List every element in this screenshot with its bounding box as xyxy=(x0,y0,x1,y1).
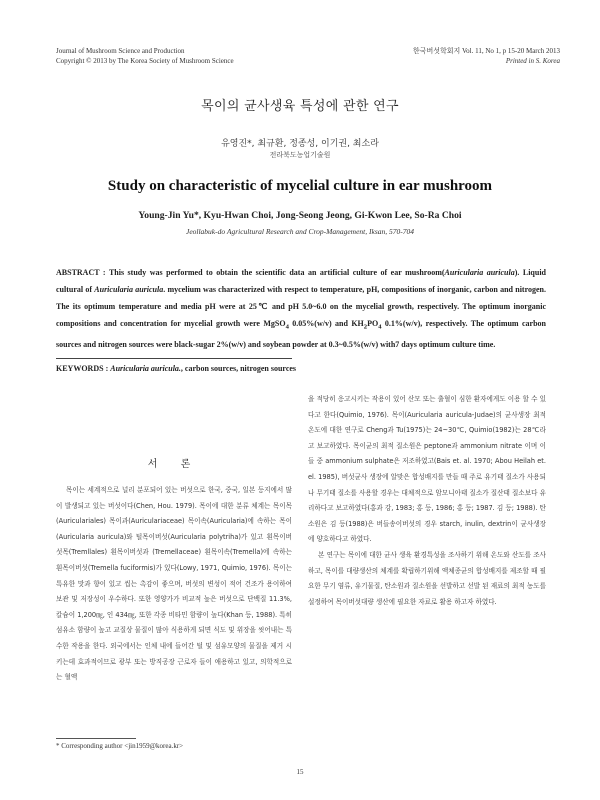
keywords-divider xyxy=(56,358,292,359)
body-right-column xyxy=(308,392,546,610)
abstract xyxy=(56,264,546,353)
english-affiliation: Jeollabuk-do Agricultural Research and Crop-Management, Iksan, 570-704 xyxy=(185,227,414,236)
journal-name: Journal of Mushroom Science and Production xyxy=(56,47,185,55)
keywords-species: Auricularia auricula. xyxy=(110,364,181,373)
paragraph: 을 적당히 응고시키는 작용이 있어 산모 또는 출혈이 심한 환자에게도 이용 할 수 있다고 한다(Quimio, 1976). 목이(Auricularia auricula-Judae)의 균사생장 최적온도에 대한 연구로 Cheng과 Tu(1975)는 24~30℃, Quimio(1982)는 28℃라고 보고하였다. 목이균의 최적 질소원은 peptone과 ammonium nitrate 이며 이들 중 ammonium sulphate은 저조하였고(Bais et. al. 1970; Abou Heilah et. el. 1985), 버섯균사 생장에 알맞은 합성배지를 만들 때 주로 유기태 질소가 사용되나 무기태 질소를 사용할 경우는 대체적으로 암모니아태 질소가 질산태 질소보다 유리하다고 보고하였다(홍과 강, 1983; 홍 등, 1986; 홍 등; 1987. 김 등; 1988). 탄소원은 김 등(1988)은 버들송이버섯의 경우 starch, inulin, dextrin이 균사생장에 양호하다고 하였다. xyxy=(308,395,546,544)
keywords xyxy=(56,362,546,376)
abstract-text-5: PO xyxy=(367,319,379,328)
body-left-column xyxy=(56,483,292,686)
abstract-species-b: Auricularia auricula xyxy=(94,285,164,294)
abstract-sub-1: 4 xyxy=(285,323,289,331)
abstract-text-3: . mycelium was characterized with respect to temperature, pH, compositions of inorganic, carbon and nitrogen. The its optimum temperature and media pH were at 25℃ and pH 5.0~6.0 on the mycelial growth, respectively. The optimum inorganic compositions and concentration for mycelial growth were MgSO xyxy=(56,285,546,328)
english-authors: Young-Jin Yu*, Kyu-Hwan Choi, Jong-Seong Jeong, Gi-Kwon Lee, So-Ra Choi xyxy=(138,210,462,221)
abstract-text-2: ). Liquid cultural of xyxy=(56,268,547,294)
citation-line: 한국버섯학회지 Vol. 11, No 1, p 15-20 March 2013 xyxy=(412,47,560,55)
abstract-text-6: 0.1%(w/v), respectively. The optimum carbon sources and nitrogen sources were black-sugar 2%(w/v) and soybean powder at 0.3~0.5%(w/v) with7 days optimum culture time. xyxy=(56,319,546,349)
section-heading-introduction: 서 론 xyxy=(147,459,201,470)
footnote-divider xyxy=(56,738,136,739)
abstract-text-1: This study was performed to obtain the scientific data an artificial culture of ear mushroom( xyxy=(105,268,445,277)
page-number: 15 xyxy=(296,768,304,776)
keywords-label: KEYWORDS : xyxy=(56,364,109,373)
abstract-sub-2: 2 xyxy=(363,323,368,331)
abstract-label: ABSTRACT : xyxy=(56,268,106,277)
paragraph: 목이는 세계적으로 널리 분포되어 있는 버섯으로 한국, 중국, 일본 등지에서 많이 발생되고 있는 버섯이다(Chen, Hou. 1979). 목이에 대한 분류 체계는 목이목(Auriculariales) 목이과(Auriculariaceae) 목이속(Auricularia)에 속하는 목이(Auricularia auricula)와 털목이버섯(Auricularia polytriha)가 있고 흰목이버섯목(Tremllales) 흰목이버섯과 (Tremellaceae) 흰목이속(Tremella)에 속하는 흰목이버섯(Tremella fuciformis)가 있다(Lowy, 1971, Quimio, 1976). 목이는 특유한 맛과 향이 있고 씹는 촉감이 좋으며, 버섯의 변성이 적어 건조가 용이하여 보관 및 저장성이 우수하다. 또한 영양가가 비교적 높은 버섯으로 단백질 11.3%, 칼슘이 1,200㎎, 인 434㎎, 또한 각종 비타민 함량이 높다(Khan 등, 1988). 특히 섬유소 함량이 높고 교질상 물질이 많아 식용하게 되면 식도 및 위장을 씻어내는 특수한 작용을 한다. 외국에서는 인체 내에 들어간 털 및 섬유모양의 물질을 제거 시키는데 효과적이므로 광부 또는 방직공장 근로자 들이 애용하고 있고, 의학적으로는 혈액 xyxy=(56,486,292,682)
paragraph: 본 연구는 목이에 대한 균사 생육 환경특성을 조사하기 위해 온도와 산도를 조사하고, 목이를 대량생산의 체계를 확립하기위해 액체종균의 합성배지를 제조할 때 필요한 무기 염류, 유기물질, 탄소원과 질소원을 선발하고 선발 된 재료의 최적 농도를 설정하여 목이버섯대량 생산에 필요한 자료로 활용 하고자 하였다. xyxy=(308,550,546,606)
abstract-sub-3: 4 xyxy=(378,323,382,331)
copyright-line: Copyright © 2013 by The Korea Society of Mushroom Science xyxy=(56,57,234,65)
keywords-rest: , carbon sources, nitrogen sources xyxy=(180,364,297,373)
korean-authors: 유영진*, 최규환, 정종성, 이기권, 최소라 xyxy=(221,139,379,149)
english-title: Study on characteristic of mycelial culture in ear mushroom xyxy=(107,178,493,194)
journal-header-right xyxy=(413,46,560,66)
abstract-text-4: 0.05%(w/v) and KH xyxy=(288,319,364,328)
printed-line: Printed in S. Korea xyxy=(505,57,560,65)
korean-affiliation: 전라북도농업기술원 xyxy=(269,151,331,159)
korean-title: 목이의 균사생육 특성에 관한 연구 xyxy=(201,99,399,114)
journal-header-left xyxy=(56,46,234,66)
abstract-species-a: Auricularia auricula xyxy=(444,268,515,277)
corresponding-author-footnote: * Corresponding author <jin1959@korea.kr> xyxy=(56,742,184,750)
